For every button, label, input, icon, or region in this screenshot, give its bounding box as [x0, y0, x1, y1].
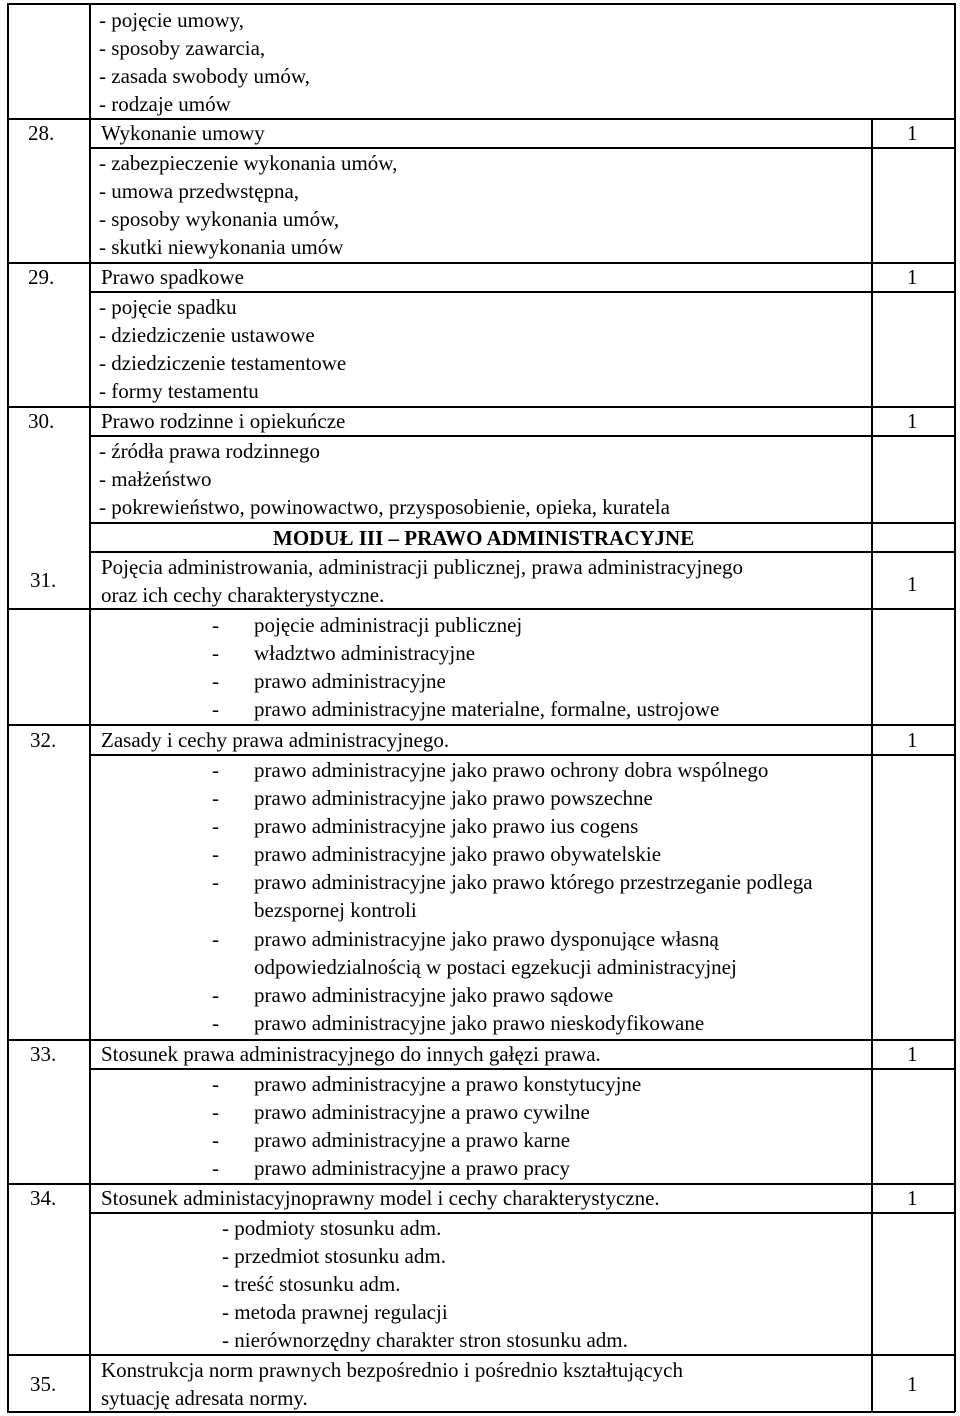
list-item: - dziedziczenie testamentowe	[99, 351, 347, 375]
list-item: prawo administracyjne jako prawo dysponujące własną	[254, 927, 719, 951]
list-item: - pojęcie umowy,	[99, 8, 245, 32]
list-item: - skutki niewykonania umów	[99, 235, 344, 259]
row-title: Zasady i cechy prawa administracyjnego.	[101, 728, 450, 752]
list-item: - treść stosunku adm.	[222, 1272, 401, 1296]
list-item: - małżeństwo	[99, 467, 212, 491]
list-dash: -	[212, 786, 219, 810]
row-title: Prawo rodzinne i opiekuńcze	[101, 409, 346, 433]
row-hours: 1	[907, 572, 918, 596]
row-number: 32.	[30, 728, 57, 752]
list-item: władztwo administracyjne	[254, 641, 476, 665]
list-dash: -	[212, 758, 219, 782]
list-item: - pojęcie spadku	[99, 295, 237, 319]
list-item: prawo administracyjne jako prawo którego przestrzeganie podlega	[254, 870, 813, 894]
row-hours: 1	[907, 121, 918, 145]
list-item: prawo administracyjne jako prawo ius cogens	[254, 814, 639, 838]
list-dash: -	[212, 870, 219, 894]
list-item: - umowa przedwstępna,	[99, 179, 300, 203]
row-title: Konstrukcja norm prawnych bezpośrednio i pośrednio kształtujących	[101, 1358, 684, 1382]
list-item: prawo administracyjne a prawo karne	[254, 1128, 571, 1152]
list-item: prawo administracyjne jako prawo obywatelskie	[254, 842, 662, 866]
table-border-right	[954, 3, 956, 1412]
column-divider-number	[89, 3, 91, 1412]
row-title: sytuację adresata normy.	[101, 1386, 308, 1410]
list-dash: -	[212, 1156, 219, 1180]
list-dash: -	[212, 641, 219, 665]
row-divider	[89, 1212, 955, 1214]
row-hours: 1	[907, 1372, 918, 1396]
list-item: prawo administracyjne jako prawo sądowe	[254, 983, 614, 1007]
row-title: Stosunek administacyjnoprawny model i cechy charakterystyczne.	[101, 1186, 660, 1210]
list-dash: -	[212, 1100, 219, 1124]
row-number: 29.	[28, 265, 55, 289]
list-dash: -	[212, 983, 219, 1007]
module-heading: MODUŁ III – PRAWO ADMINISTRACYJNE	[273, 526, 695, 550]
row-title: Prawo spadkowe	[101, 265, 244, 289]
list-item: prawo administracyjne jako prawo powszechne	[254, 786, 653, 810]
list-dash: -	[212, 613, 219, 637]
list-item: - podmioty stosunku adm.	[222, 1216, 442, 1240]
row-title: oraz ich cechy charakterystyczne.	[101, 583, 385, 607]
list-item: - metoda prawnej regulacji	[222, 1300, 448, 1324]
list-dash: -	[212, 697, 219, 721]
list-item: - sposoby wykonania umów,	[99, 207, 340, 231]
row-number: 31.	[30, 568, 57, 592]
row-title: Wykonanie umowy	[101, 121, 265, 145]
list-item: - źródła prawa rodzinnego	[99, 439, 320, 463]
list-item: - dziedziczenie ustawowe	[99, 323, 315, 347]
table-border-top	[7, 3, 955, 5]
list-item: - pokrewieństwo, powinowactwo, przysposobienie, opieka, kuratela	[99, 495, 670, 519]
list-item: pojęcie administracji publicznej	[254, 613, 523, 637]
list-dash: -	[212, 814, 219, 838]
row-number: 33.	[30, 1042, 57, 1066]
row-hours: 1	[907, 728, 918, 752]
row-title: Pojęcia administrowania, administracji publicznej, prawa administracyjnego	[101, 555, 744, 579]
list-dash: -	[212, 1128, 219, 1152]
row-title: Stosunek prawa administracyjnego do innych gałęzi prawa.	[101, 1042, 601, 1066]
list-item: prawo administracyjne a prawo konstytucyjne	[254, 1072, 642, 1096]
list-item: - formy testamentu	[99, 379, 259, 403]
list-item-continuation: bezspornej kontroli	[254, 898, 417, 922]
row-hours: 1	[907, 1042, 918, 1066]
list-item: prawo administracyjne jako prawo ochrony dobra wspólnego	[254, 758, 769, 782]
list-item: - zasada swobody umów,	[99, 64, 310, 88]
row-hours: 1	[907, 409, 918, 433]
list-item: prawo administracyjne materialne, formalne, ustrojowe	[254, 697, 720, 721]
row-number: 34.	[30, 1186, 57, 1210]
list-dash: -	[212, 842, 219, 866]
row-hours: 1	[907, 265, 918, 289]
column-divider-hours	[871, 118, 873, 1412]
list-item: - rodzaje umów	[99, 92, 231, 116]
list-dash: -	[212, 1072, 219, 1096]
list-item: - zabezpieczenie wykonania umów,	[99, 151, 398, 175]
list-item: prawo administracyjne	[254, 669, 446, 693]
row-hours: 1	[907, 1186, 918, 1210]
row-number: 30.	[28, 409, 55, 433]
row-number: 28.	[28, 121, 55, 145]
list-item-continuation: odpowiedzialnością w postaci egzekucji administracyjnej	[254, 955, 737, 979]
list-dash: -	[212, 927, 219, 951]
row-number: 35.	[30, 1372, 57, 1396]
list-item: - przedmiot stosunku adm.	[222, 1244, 446, 1268]
list-item: - nierównorzędny charakter stron stosunku adm.	[222, 1328, 628, 1352]
list-item: prawo administracyjne jako prawo nieskodyfikowane	[254, 1011, 705, 1035]
list-dash: -	[212, 1011, 219, 1035]
list-item: prawo administracyjne a prawo pracy	[254, 1156, 571, 1180]
table-border-left	[7, 3, 9, 1412]
list-item: - sposoby zawarcia,	[99, 36, 266, 60]
list-dash: -	[212, 669, 219, 693]
list-item: prawo administracyjne a prawo cywilne	[254, 1100, 590, 1124]
